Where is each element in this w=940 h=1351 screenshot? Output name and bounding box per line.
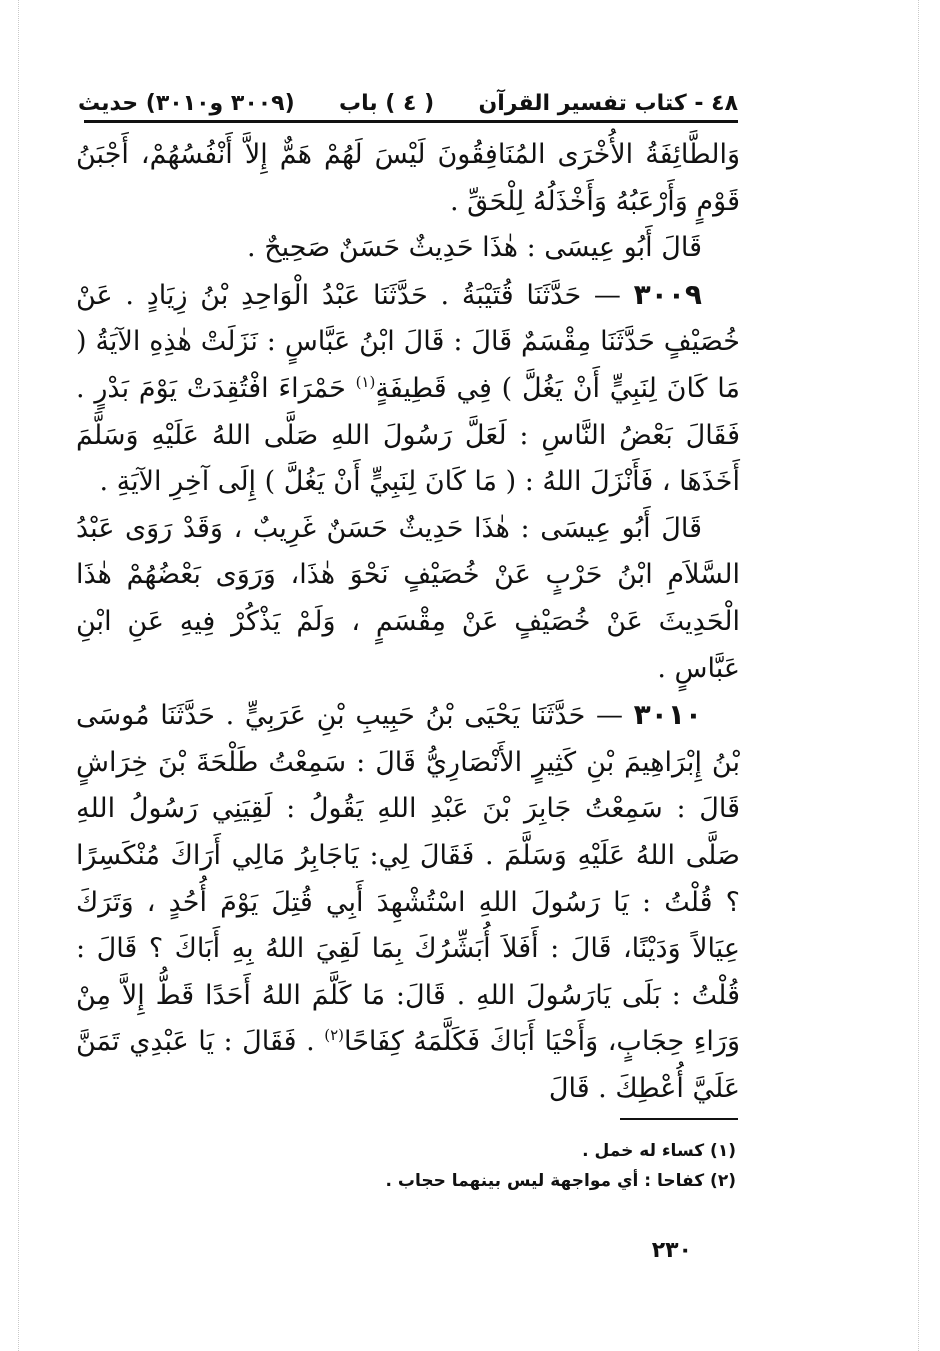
paragraph-continuation: وَالطَّائِفَةُ الأُخْرَى المُنَافِقُونَ لَيْسَ لَهُمْ هَمٌّ إِلاَّ أَنْفُسُهُمْ، أَجْبَنُ قَوْمٍ وَأَرْعَبُهُ وَأَخْذَلُهُ لِلْحَقِّ .	[76, 139, 740, 217]
hadith-3010-text-b: . فَقَالَ : يَا عَبْدِي تَمَنَّ عَلَيَّ أُعْطِكَ . قَالَ	[76, 1026, 740, 1104]
hadith-3010	[76, 692, 740, 1112]
hadith-number-3009: ٣٠٠٩	[633, 277, 702, 311]
footnote-2: (٢) كفاحا : أي مواجهة ليس بينهما حجاب .	[385, 1171, 736, 1191]
footnotes	[300, 1136, 736, 1196]
header-rule	[84, 120, 738, 123]
hadith-3010-text-a: — حَدَّثَنَا يَحْيَى بْنُ حَبِيبِ بْنِ عَرَبِيٍّ . حَدَّثَنَا مُوسَى بْنُ إِبْرَاهِيمَ بْنِ كَثِيرٍ الأَنْصَارِيُّ قَالَ : سَمِعْتُ طَلْحَةَ بْنَ خِرَاشٍ قَالَ : سَمِعْتُ جَابِرَ بْنَ عَبْدِ اللهِ يَقُولُ : لَقِيَنِي رَسُولُ اللهِ صَلَّى اللهُ عَلَيْهِ وَسَلَّمَ . فَقَالَ لِي: يَاجَابِرُ مَالِي أَرَاكَ مُنْكَسِرًا ؟ قُلْتُ : يَا رَسُولَ اللهِ اسْتُشْهِدَ أَبِي قُتِلَ يَوْمَ أُحُدٍ ، وَتَرَكَ عِيَالاً وَدَيْنًا، قَالَ : أَفَلاَ أُبَشِّرُكَ بِمَا لَقِيَ اللهُ بِهِ أَبَاكَ ؟ قَالَ : قُلْتُ : بَلَى يَارَسُولَ اللهِ . قَالَ: مَا كَلَّمَ اللهُ أَحَدًا قَطُّ إِلاَّ مِنْ وَرَاءِ حِجَابٍ، وَأَحْيَا أَبَاكَ فَكَلَّمَهُ كِفَاحًا	[76, 700, 740, 1058]
running-header	[78, 76, 738, 116]
hadith-3009-text-b: حَمْرَاءَ افْتُقِدَتْ يَوْمَ بَدْرٍ . فَقَالَ بَعْضُ النَّاسِ : لَعَلَّ رَسُولَ اللهِ صَلَّى اللهُ عَلَيْهِ وَسَلَّمَ أَخَذَهَا ، فَأَنْزَلَ اللهُ : ( مَا كَانَ لِنَبِيٍّ أَنْ يَغُلَّ ) إِلَى آخِرِ الآيَةِ .	[76, 372, 740, 498]
main-text	[76, 132, 740, 1112]
footnote-rule	[620, 1118, 738, 1120]
header-book-title: ٤٨ - كتاب تفسير القرآن	[478, 91, 738, 116]
hadith-3009	[76, 272, 740, 506]
footnote-ref-2[interactable]: (٢)	[324, 1026, 345, 1045]
hadith-number-3010: ٣٠١٠	[633, 698, 702, 732]
paragraph-grading-2: قَالَ أَبُو عِيسَى : هٰذَا حَدِيثٌ حَسَنٌ غَرِيبٌ ، وَقَدْ رَوَى عَبْدُ السَّلاَمِ ابْنُ حَرْبٍ عَنْ خُصَيْفٍ نَحْوَ هٰذَا، وَرَوَى بَعْضُهُمْ هٰذَا الْحَدِيثَ عَنْ خُصَيْفٍ عَنْ مِقْسَمٍ ، وَلَمْ يَذْكُرْ فِيهِ عَنِ ابْنِ عَبَّاسٍ .	[76, 512, 740, 684]
paragraph-grading-1: قَالَ أَبُو عِيسَى : هٰذَا حَدِيثٌ حَسَنٌ صَحِيحٌ .	[247, 232, 702, 264]
header-hadith-range: (٣٠٠٩ و٣٠١٠) حديث	[78, 91, 295, 116]
footnote-ref-1[interactable]: (١)	[355, 372, 376, 391]
header-chapter: ( ٤ ) باب	[338, 91, 435, 116]
footnote-1: (١) كساء له خمل .	[582, 1141, 736, 1161]
hadith-3009-text-a: — حَدَّثَنَا قُتَيْبَةُ . حَدَّثَنَا عَبْدُ الْوَاحِدِ بْنُ زِيَادٍ . عَنْ خُصَيْفٍ حَدَّثَنَا مِقْسَمٌ قَالَ : قَالَ ابْنُ عَبَّاسٍ : نَزَلَتْ هٰذِهِ الآيَةُ ( مَا كَانَ لِنَبِيٍّ أَنْ يَغُلَّ ) فِي قَطِيفَةٍ	[76, 279, 740, 404]
page-number: ٢٣٠	[651, 1238, 692, 1263]
